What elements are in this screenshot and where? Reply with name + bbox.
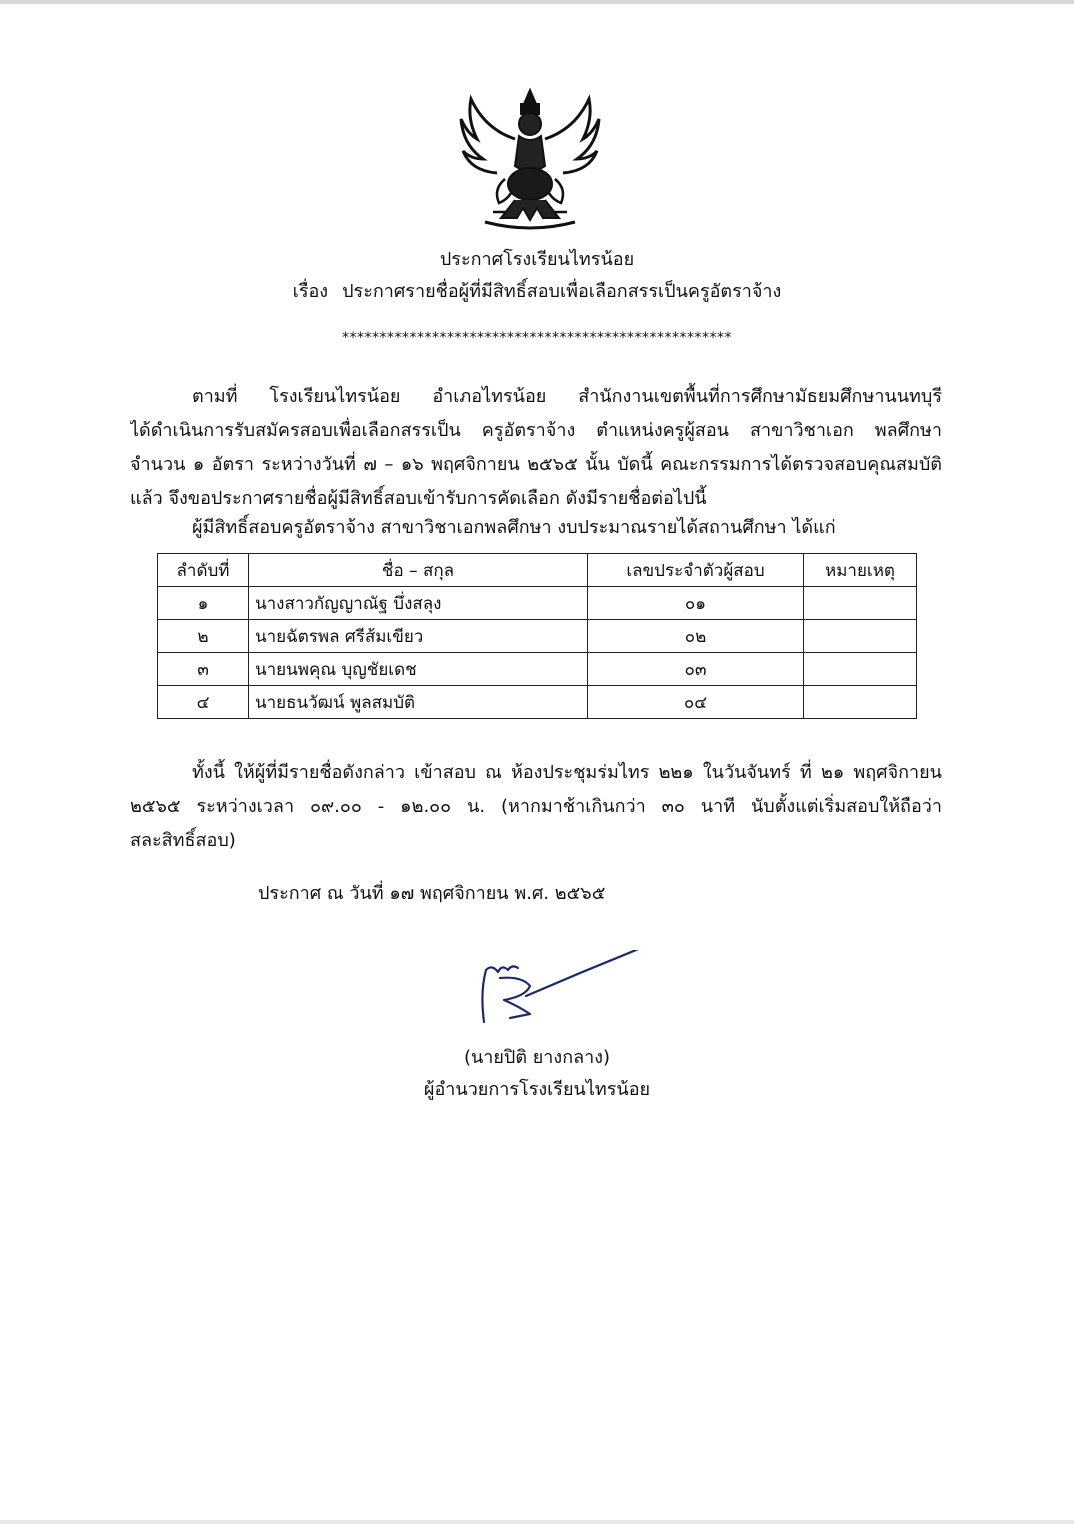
table-row	[158, 620, 917, 653]
paragraph-line: ตามที่ โรงเรียนไทรน้อย อำเภอไทรน้อย สำนักงานเขตพื้นที่การศึกษามัธยมศึกษานนทบุรี	[192, 386, 942, 407]
paragraph-line: สละสิทธิ์สอบ)	[130, 830, 236, 851]
paragraph-intro	[130, 380, 942, 516]
cell-remark	[804, 686, 917, 719]
cell-name: นายฉัตรพล ศรีส้มเขียว	[249, 620, 588, 653]
cell-name: นางสาวกัญญาณัฐ บึ่งสลุง	[249, 587, 588, 620]
paragraph-line: จำนวน ๑ อัตรา ระหว่างวันที่ ๗ – ๑๖ พฤศจิกายน ๒๕๖๕ นั้น บัดนี้ คณะกรรมการได้ตรวจสอบคุณสมบัติ	[130, 454, 942, 475]
candidate-table	[157, 553, 917, 719]
page-edge	[0, 0, 1074, 4]
cell-remark	[804, 587, 917, 620]
cell-name: นายนพคุณ บุญชัยเดช	[249, 653, 588, 686]
announcement-date: ประกาศ ณ วันที่ ๑๗ พฤศจิกายน พ.ศ. ๒๕๖๕	[258, 883, 606, 904]
document-title: ประกาศโรงเรียนไทรน้อย	[439, 249, 635, 270]
cell-exam-id: ๐๑	[588, 587, 804, 620]
paragraph-line: ทั้งนี้ ให้ผู้ที่มีรายชื่อดังกล่าว เข้าสอบ ณ ห้องประชุมร่มไทร ๒๒๑ ในวันจันทร์ ที่ ๒๑ พฤศจิกายน	[192, 762, 942, 783]
cell-exam-id: ๐๔	[588, 686, 804, 719]
table-header-row	[158, 554, 917, 587]
header-remark: หมายเหตุ	[804, 554, 917, 587]
cell-remark	[804, 653, 917, 686]
garuda-emblem-icon	[455, 84, 605, 234]
handwritten-signature-icon	[470, 950, 660, 1030]
table-intro: ผู้มีสิทธิ์สอบครูอัตราจ้าง สาขาวิชาเอกพลศึกษา งบประมาณรายได้สถานศึกษา ได้แก่	[192, 517, 836, 538]
separator: ****************************************************	[342, 330, 732, 346]
cell-remark	[804, 620, 917, 653]
subject-text: ประกาศรายชื่อผู้ที่มีสิทธิ์สอบเพื่อเลือกสรรเป็นครูอัตราจ้าง	[342, 281, 782, 302]
paragraph-line: ได้ดำเนินการรับสมัครสอบเพื่อเลือกสรรเป็น ครูอัตราจ้าง ตำแหน่งครูผู้สอน สาขาวิชาเอก พลศึกษา	[130, 420, 942, 441]
header-name: ชื่อ – สกุล	[249, 554, 588, 587]
table-row	[158, 653, 917, 686]
table-row	[158, 587, 917, 620]
signer-name: (นายปิติ ยางกลาง)	[463, 1047, 611, 1068]
cell-order: ๒	[158, 620, 249, 653]
signer-title: ผู้อำนวยการโรงเรียนไทรน้อย	[423, 1079, 651, 1100]
document-subject	[0, 276, 1074, 305]
cell-order: ๑	[158, 587, 249, 620]
paragraph-exam-details	[130, 756, 942, 858]
paragraph-line: แล้ว จึงขอประกาศรายชื่อผู้มีสิทธิ์สอบเข้ารับการคัดเลือก ดังมีรายชื่อต่อไปนี้	[130, 488, 707, 509]
cell-order: ๔	[158, 686, 249, 719]
header-exam-id: เลขประจำตัวผู้สอบ	[588, 554, 804, 587]
cell-order: ๓	[158, 653, 249, 686]
table-row	[158, 686, 917, 719]
subject-label: เรื่อง	[292, 281, 329, 302]
cell-exam-id: ๐๓	[588, 653, 804, 686]
header-order: ลำดับที่	[158, 554, 249, 587]
paragraph-line: ๒๕๖๕ ระหว่างเวลา ๐๙.๐๐ - ๑๒.๐๐ น. (หากมาช้าเกินกว่า ๓๐ นาที นับตั้งแต่เริ่มสอบให้ถือว่า	[130, 796, 942, 817]
cell-exam-id: ๐๒	[588, 620, 804, 653]
cell-name: นายธนวัฒน์ พูลสมบัติ	[249, 686, 588, 719]
